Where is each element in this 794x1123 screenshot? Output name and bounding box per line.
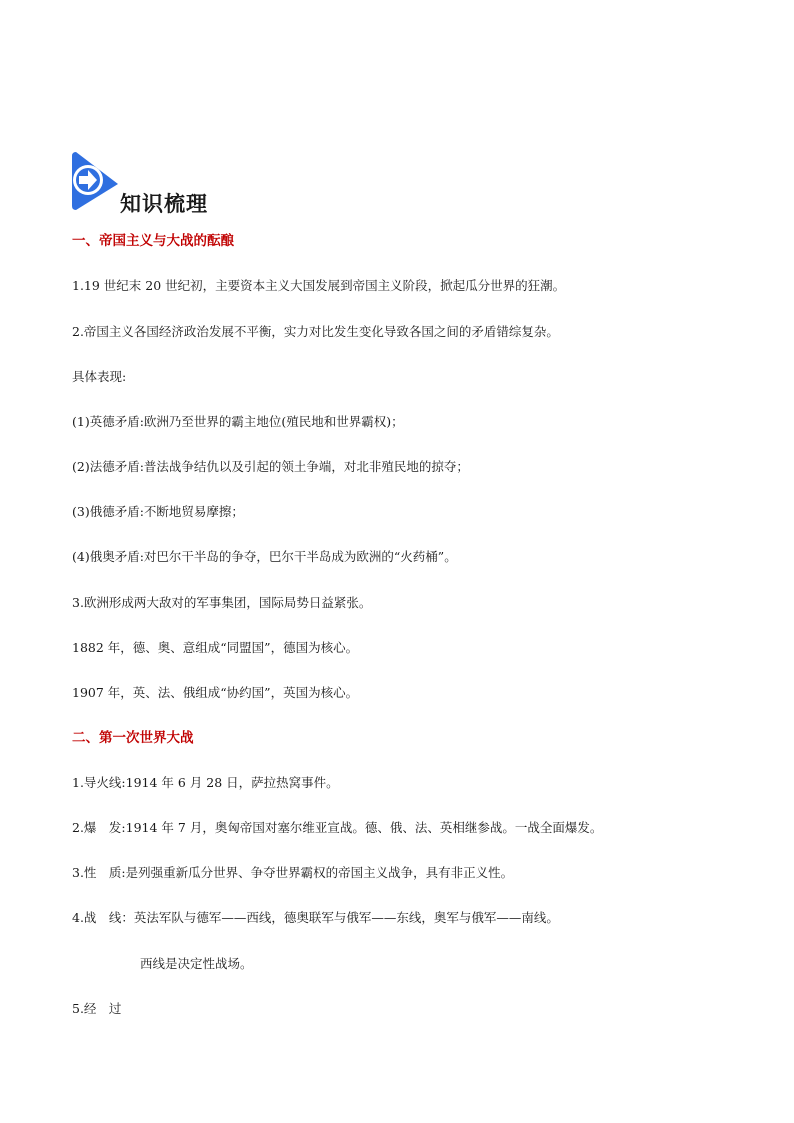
text-line: (4)俄奥矛盾:对巴尔干半岛的争夺，巴尔干半岛成为欧洲的“火药桶”。 xyxy=(72,549,457,564)
text-line: 具体表现: xyxy=(72,369,127,384)
text-line: 2.帝国主义各国经济政治发展不平衡，实力对比发生变化导致各国之间的矛盾错综复杂。 xyxy=(72,324,559,339)
text-line: 西线是决定性战场。 xyxy=(140,956,253,971)
text-line: 5.经 过 xyxy=(72,1001,122,1016)
text-line: 1882 年，德、奥、意组成“同盟国”，德国为核心。 xyxy=(72,640,359,655)
text-line: (3)俄德矛盾:不断地贸易摩擦； xyxy=(72,504,244,519)
text-line: 1.导火线:1914 年 6 月 28 日，萨拉热窝事件。 xyxy=(72,775,339,790)
text-line: (1)英德矛盾:欧洲乃至世界的霸主地位(殖民地和世界霸权)； xyxy=(72,414,404,429)
section-title xyxy=(70,148,370,216)
arrow-right-icon xyxy=(70,148,122,212)
text-line: 1907 年，英、法、俄组成“协约国”，英国为核心。 xyxy=(72,685,359,700)
text-line: 3.欧洲形成两大敌对的军事集团，国际局势日益紧张。 xyxy=(72,595,372,610)
section-heading-2: 二、第一次世界大战 xyxy=(72,730,194,746)
page-title: 知识梳理 xyxy=(120,191,208,216)
text-line: 3.性 质:是列强重新瓜分世界、争夺世界霸权的帝国主义战争，具有非正义性。 xyxy=(72,865,514,880)
text-line: 2.爆 发:1914 年 7 月，奥匈帝国对塞尔维亚宣战。德、俄、法、英相继参战。一战全面爆发。 xyxy=(72,820,603,835)
text-line: 4.战 线：英法军队与德军——西线，德奥联军与俄军——东线，奥军与俄军——南线。 xyxy=(72,910,559,925)
text-line: (2)法德矛盾:普法战争结仇以及引起的领土争端，对北非殖民地的掠夺； xyxy=(72,459,469,474)
section-heading-1: 一、帝国主义与大战的酝酿 xyxy=(72,233,234,249)
text-line: 1.19 世纪末 20 世纪初，主要资本主义大国发展到帝国主义阶段，掀起瓜分世界的狂潮。 xyxy=(72,278,566,293)
